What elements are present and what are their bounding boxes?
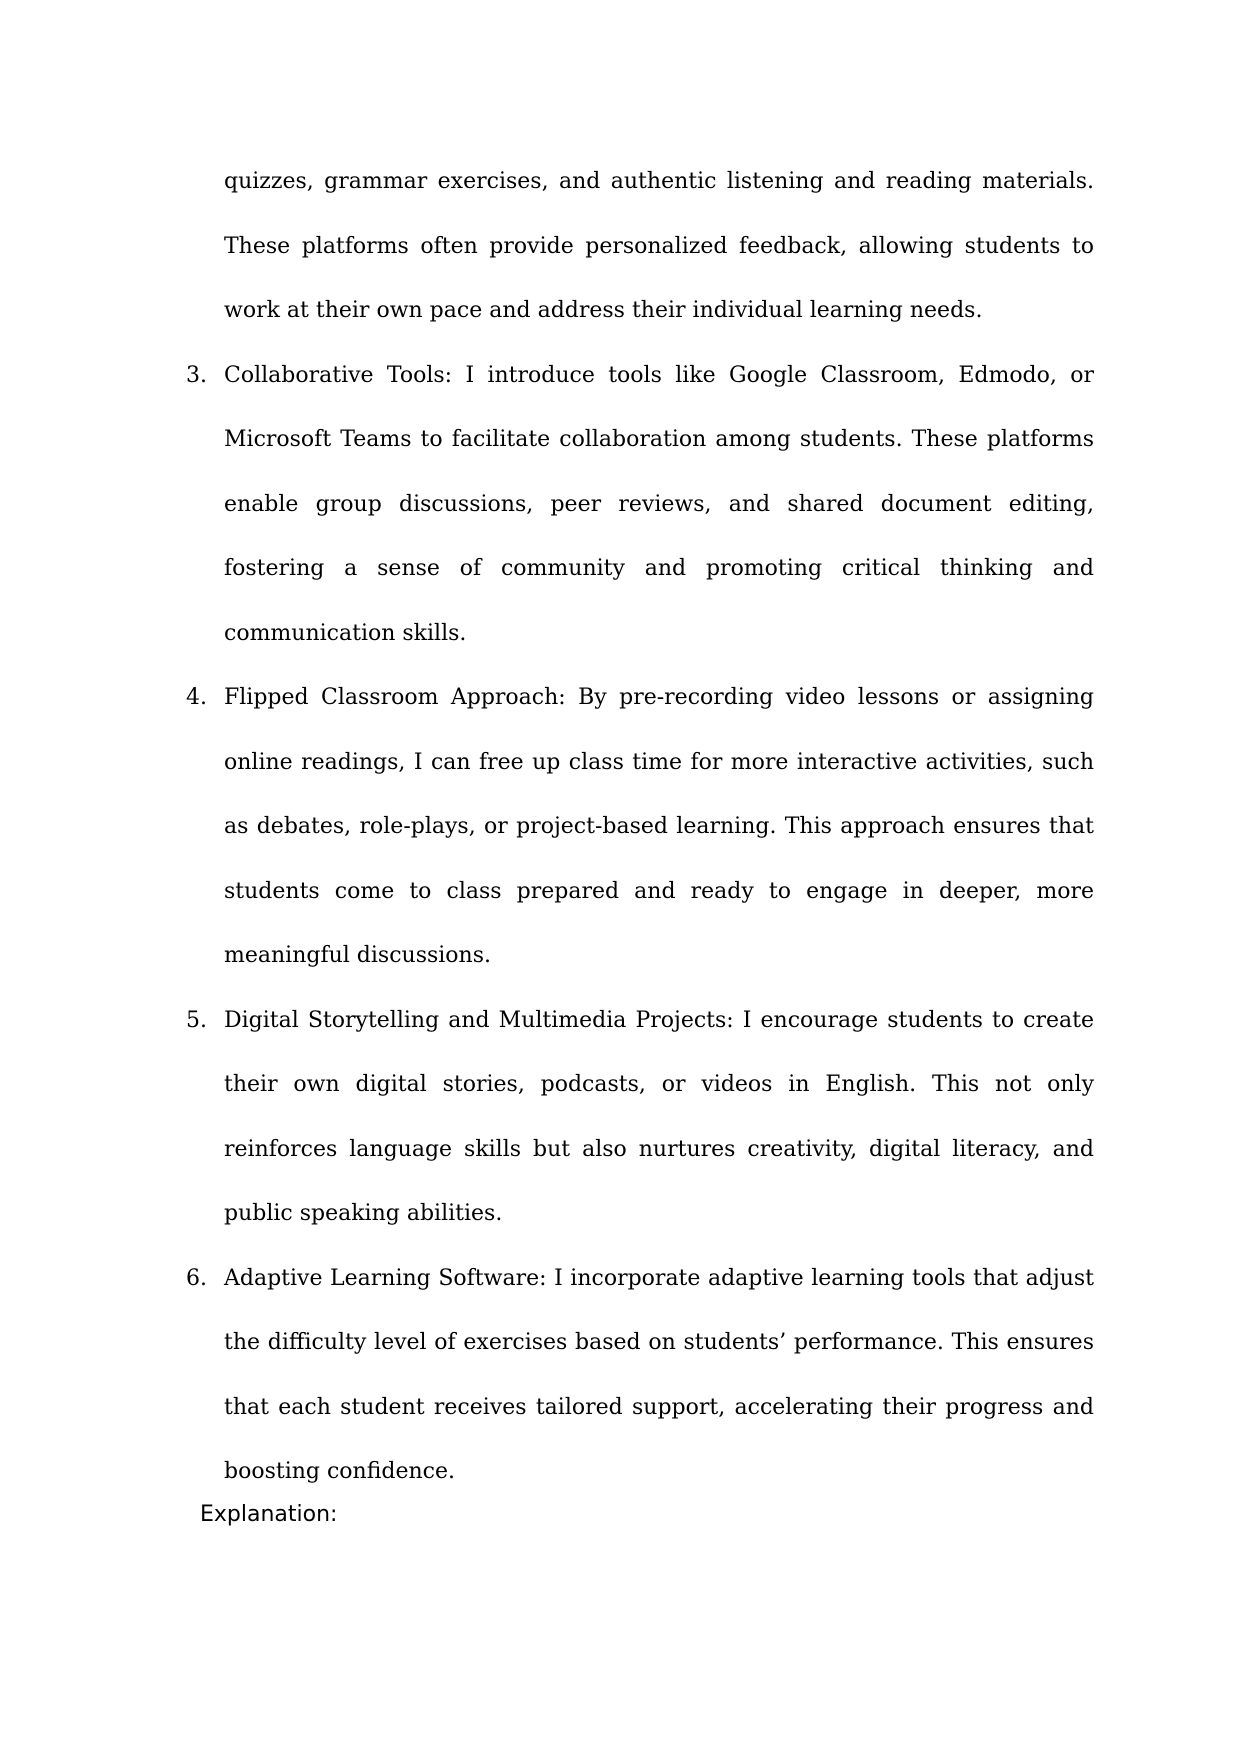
list-item-text: Flipped Classroom Approach: By pre-recording video lessons or assigning online readings, I can free up class time for more interactive activities, such as debates, role-plays, or project-based learning. This approach ensures that students come to class prepared and ready to engage in deeper, more meaningful discussions. <box>224 685 1094 968</box>
list-item-text: Digital Storytelling and Multimedia Projects: I encourage students to create their own digital stories, podcasts, or videos in English. This not only reinforces language skills but also nurtures creativity, digital literacy, and public speaking abilities. <box>224 1007 1094 1226</box>
list-number: 4. <box>186 685 207 710</box>
list-number: 5. <box>186 1007 207 1033</box>
list-item-4 <box>186 666 1094 989</box>
list-number: 6. <box>186 1265 207 1291</box>
list-number: 3. <box>186 362 207 388</box>
continuation-paragraph: quizzes, grammar exercises, and authentic listening and reading materials. These platforms often provide personalized feedback, allowing students to work at their own pace and address their individual learning needs. <box>224 169 1094 323</box>
list-item-text: Collaborative Tools: I introduce tools like Google Classroom, Edmodo, or Microsoft Teams to facilitate collaboration among students. These platforms enable group discussions, peer reviews, and shared document editing, fostering a sense of community and promoting critical thinking and communication skills. <box>224 362 1094 646</box>
list-item-3 <box>186 344 1094 667</box>
list-item-6 <box>186 1247 1094 1505</box>
list-item-text: Adaptive Learning Software: I incorporate adaptive learning tools that adjust the difficulty level of exercises based on students’ performance. This ensures that each student receives tailored support, accelerating their progress and boosting confidence. <box>224 1265 1094 1484</box>
list-item-5 <box>186 989 1094 1247</box>
explanation-heading: Explanation: <box>200 1502 338 1527</box>
document-body <box>186 150 1094 1505</box>
